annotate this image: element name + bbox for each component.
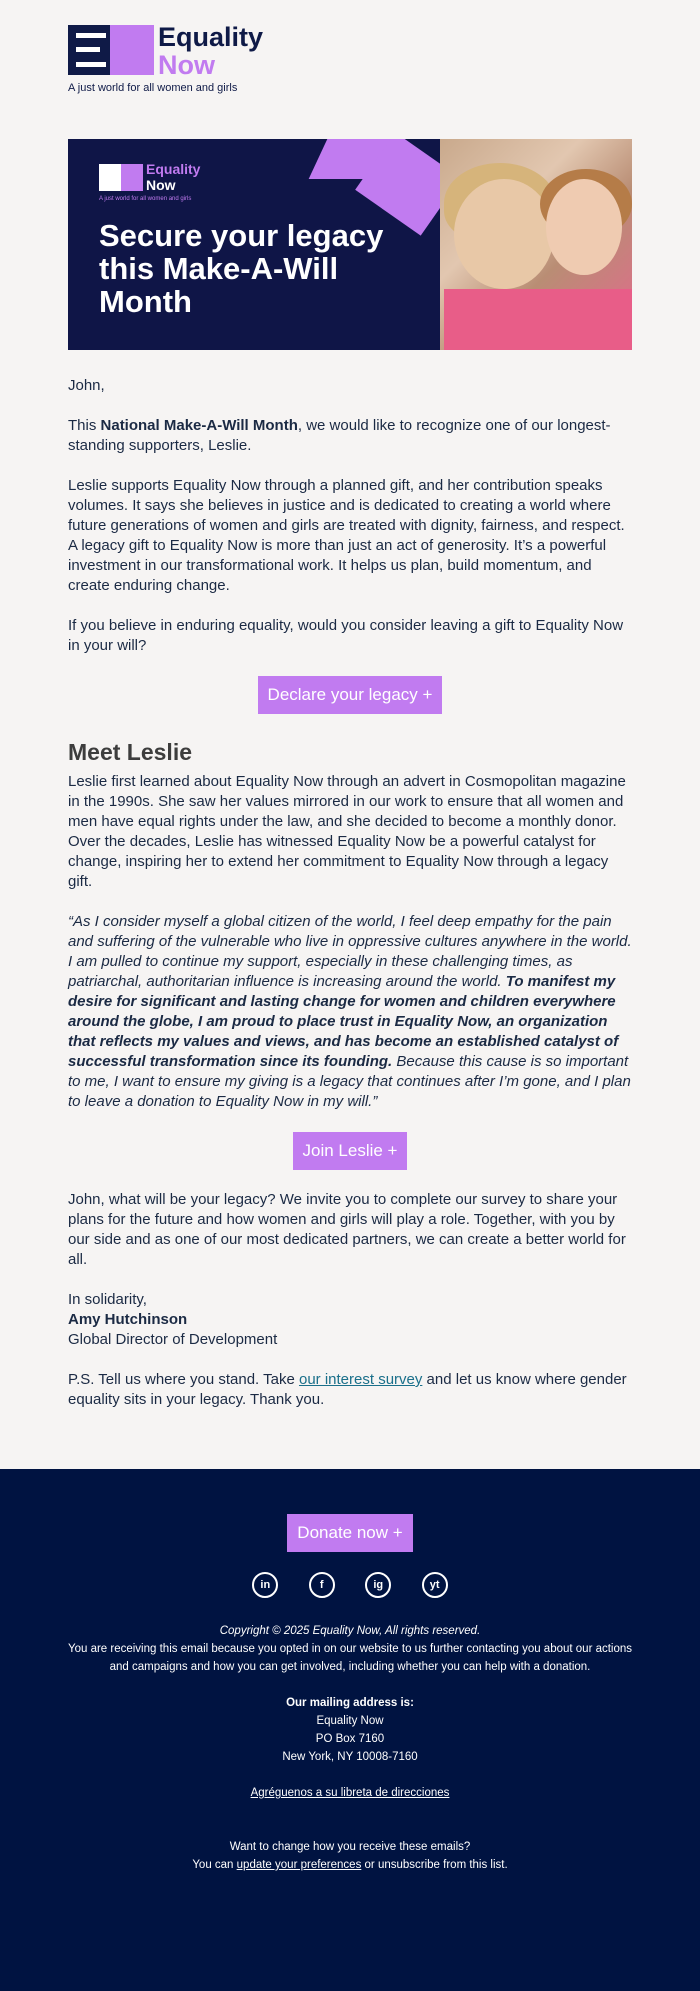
footer [0, 1469, 700, 1991]
hero-banner[interactable]: Equality Now A just world for all women and girls Secure your legacy this Make-A-Will Month [68, 139, 632, 350]
logo-word-now: Now [158, 50, 215, 80]
linkedin-icon[interactable]: in [252, 1572, 278, 1598]
declare-legacy-button[interactable]: Declare your legacy + [258, 676, 443, 714]
ps-paragraph: P.S. Tell us where you stand. Take our interest survey and let us know where gender equality sits in your legacy. Thank you. [68, 1371, 627, 1408]
youtube-icon[interactable]: yt [422, 1572, 448, 1598]
intro-paragraph: This National Make-A-Will Month, we would like to recognize one of our longest-standing supporters, Leslie. [68, 417, 611, 454]
join-leslie-button[interactable]: Join Leslie + [293, 1132, 408, 1170]
signature: In solidarity, Amy Hutchinson Global Director of Development [68, 1291, 278, 1348]
update-preferences-link[interactable]: update your preferences [236, 1859, 362, 1871]
header-logo-area [0, 0, 700, 139]
hero-headline: Secure your legacy this Make-A-Will Month [99, 218, 384, 319]
logo-word-equality: Equality [158, 22, 264, 52]
po-box: PO Box 7160 [315, 1733, 385, 1745]
social-links [0, 1572, 700, 1598]
leslie-story: Leslie first learned about Equality Now through an advert in Cosmopolitan magazine in the 1990s. She saw her values mirrored in our work to ensure that all women and men have equal rights under the law, and she decided to become a monthly donor. Over the decades, Leslie has witnessed Equality Now be a powerful catalyst for change, inspiring her to extend her commitment to Equality Now through a legacy gift. [68, 773, 626, 890]
org-name: Equality Now [316, 1715, 384, 1727]
logo-mark [68, 25, 154, 75]
email-body [68, 376, 632, 1410]
donate-now-button[interactable]: Donate now + [287, 1514, 412, 1552]
greeting: John, [68, 377, 105, 394]
survey-link[interactable]: our interest survey [298, 1371, 423, 1388]
leslie-quote: “As I consider myself a global citizen of the world, I feel deep empathy for the pain and suffering of the vulnerable who live in oppressive cultures anywhere in the world. I am pulled to continue my support, especially in these challenging times, as patriarchal, authoritarian influence is increasing around the world. To manifest my desire for significant and lasting change for women and children everywhere around the globe, I am proud to place trust in Equality Now, an organization that reflects my values and views, and has become an established catalyst of successful transformation since its founding. Because this cause is so important to me, I want to ensure my giving is a legacy that continues after I’m gone, and I plan to leave a donation to Equality Now in my will.” [68, 913, 632, 1110]
city: New York, NY 10008-7160 [282, 1751, 418, 1763]
change-prompt: Want to change how you receive these emails? [229, 1841, 471, 1853]
opt-in-reason: You are receiving this email because you opted in on our website to us further contacting you about our actions and campaigns and how you can get involved, including whether you can help with a donation. [67, 1643, 633, 1673]
legacy-paragraph: Leslie supports Equality Now through a planned gift, and her contribution speaks volumes. It says she believes in justice and is dedicated to creating a world where future generations of women and girls are treated with dignity, fairness, and respect. A legacy gift to Equality Now is more than just an act of generosity. It’s a powerful investment in our transformational work. It helps us plan, build momentum, and create enduring change. [68, 477, 625, 594]
ask-paragraph: If you believe in enduring equality, would you consider leaving a gift to Equality Now in your will? [68, 617, 624, 654]
instagram-icon[interactable]: ig [365, 1572, 391, 1598]
invite-paragraph: John, what will be your legacy? We invite you to complete our survey to share your plans for the future and how women and girls will play a role. Together, with you by our side and as one of our most dedicated partners, we can create a better world for all. [68, 1191, 626, 1268]
meet-leslie-heading: Meet Leslie [68, 739, 192, 765]
address-book-link[interactable]: Agréguenos a su libreta de direcciones [250, 1787, 450, 1799]
mailing-label: Our mailing address is: [286, 1697, 414, 1709]
facebook-icon[interactable]: f [309, 1572, 335, 1598]
logo-tagline: A just world for all women and girls [68, 82, 238, 94]
preferences-line: You can update your preferences or unsubscribe from this list. [192, 1859, 508, 1871]
copyright: Copyright © 2025 Equality Now, All rights reserved. [219, 1625, 481, 1637]
